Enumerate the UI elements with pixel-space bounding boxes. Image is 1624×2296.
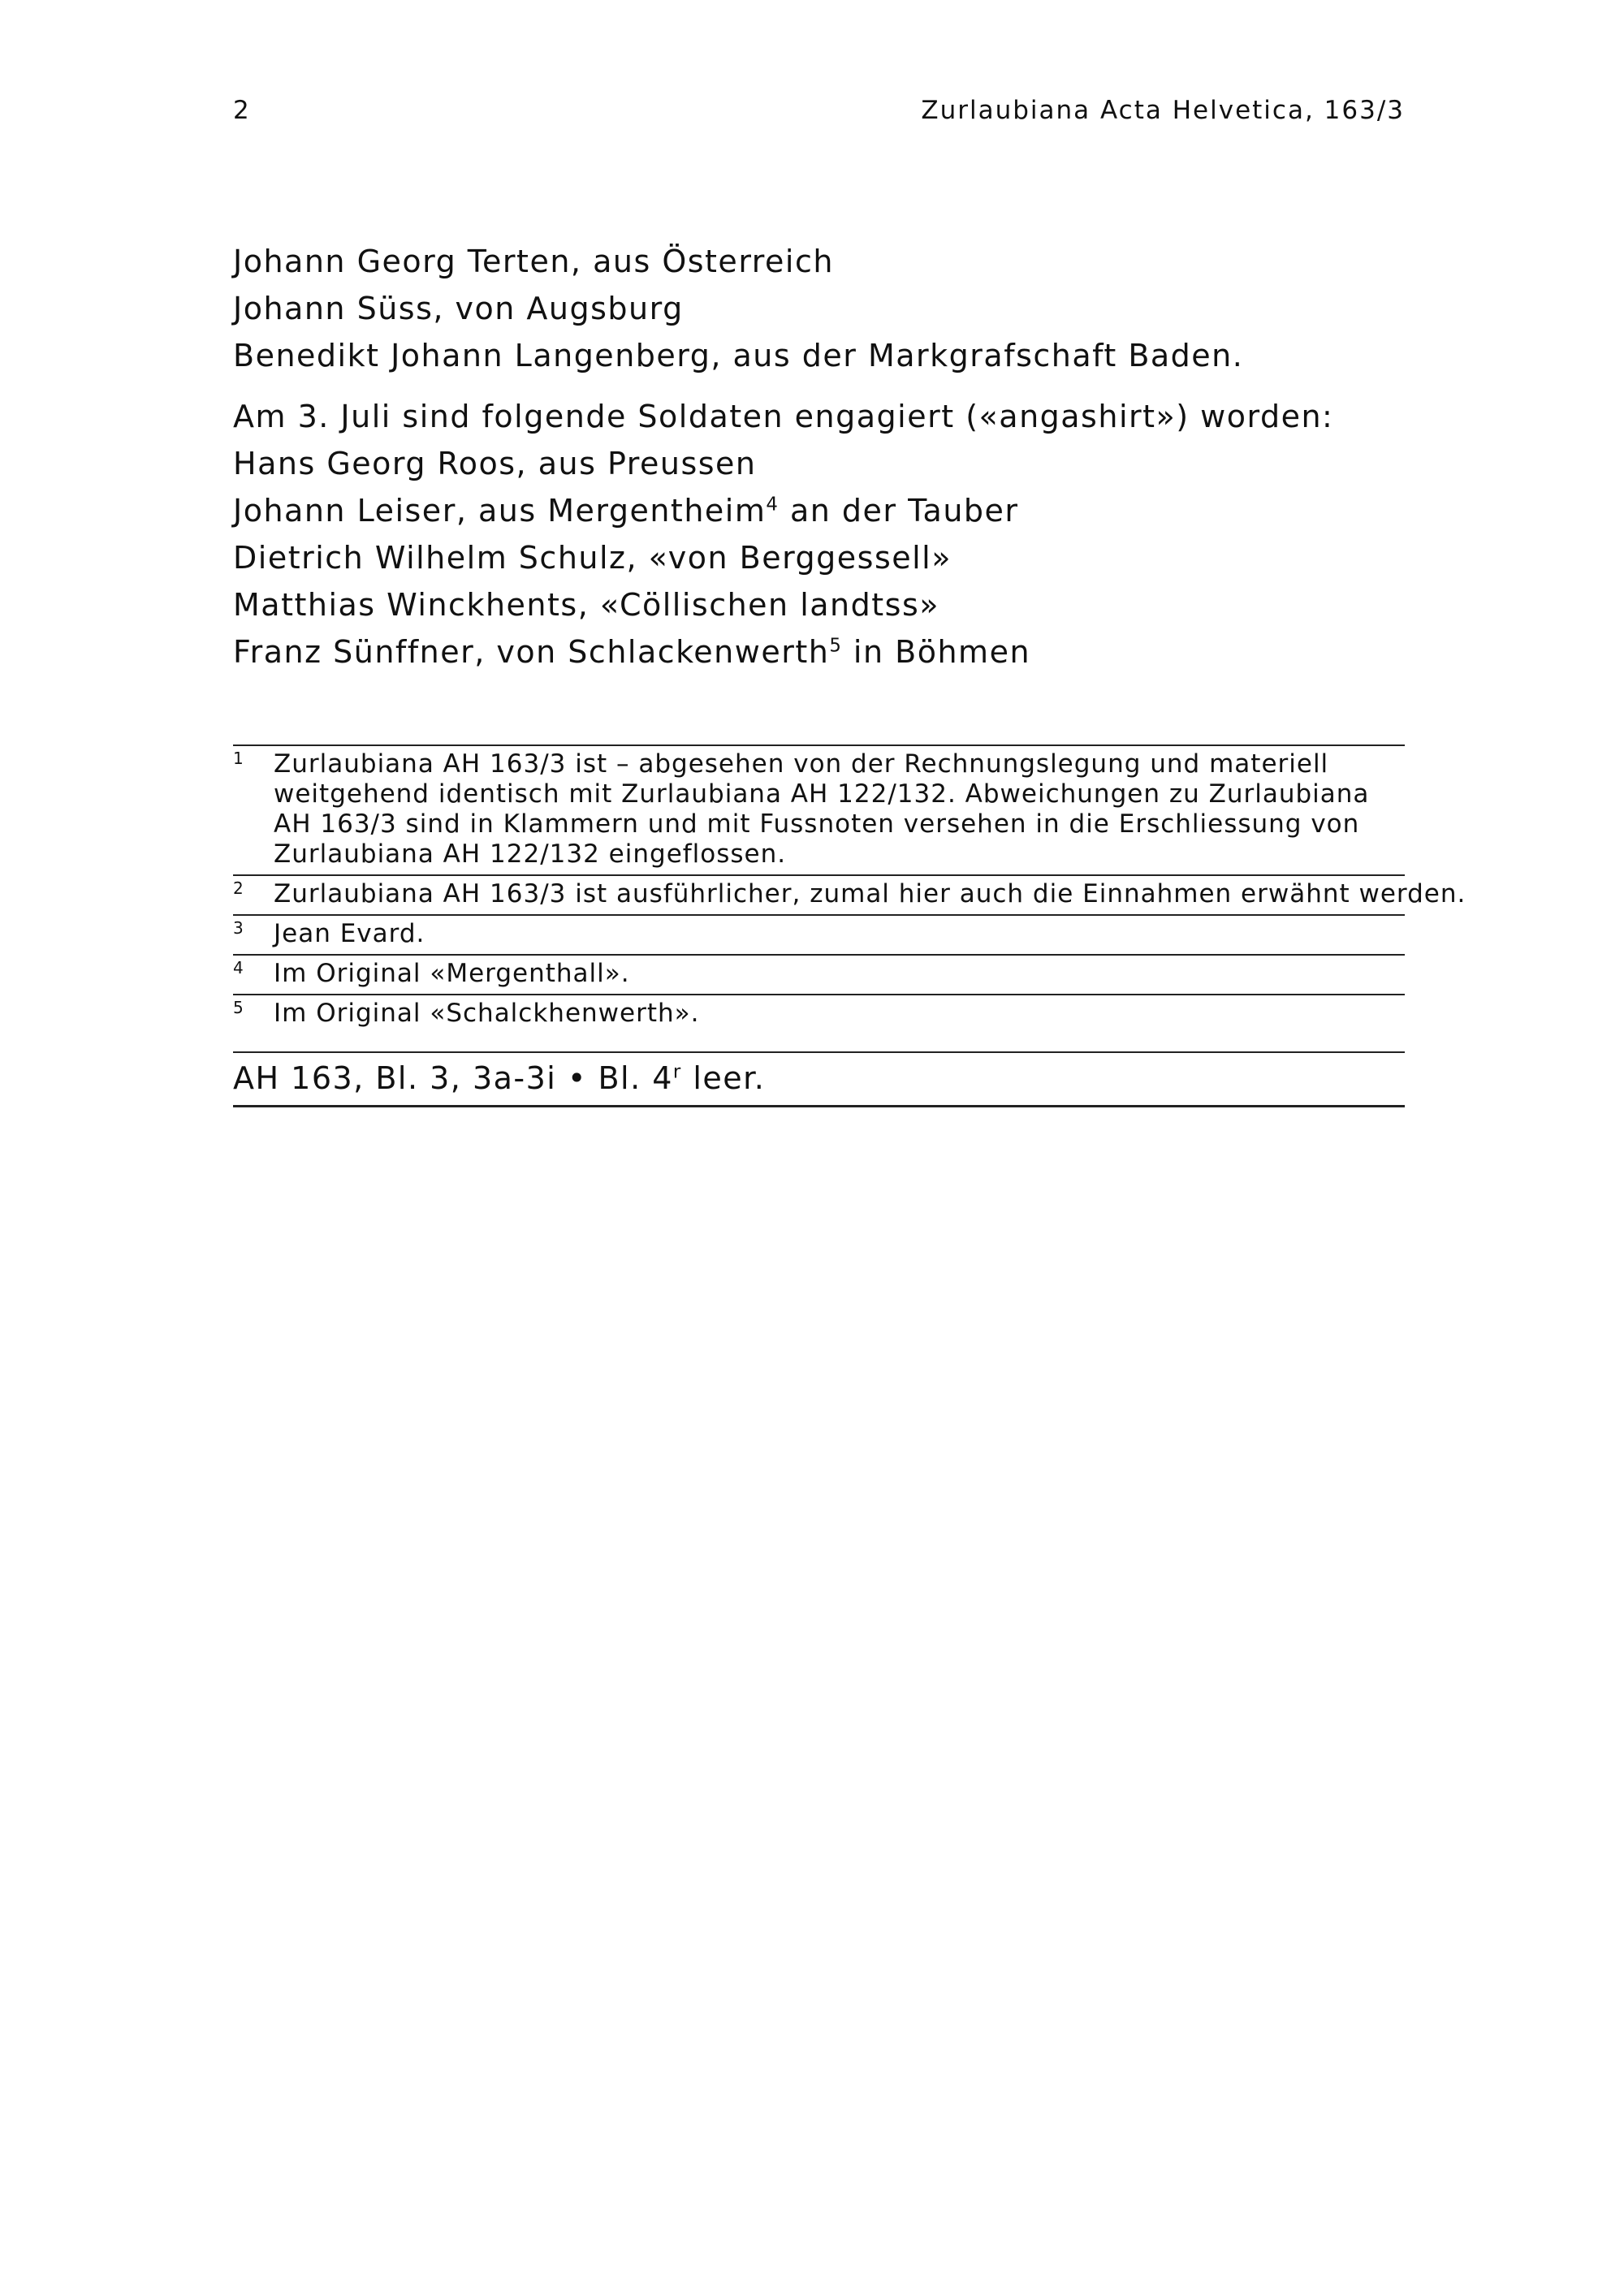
footnote-text [274, 959, 1405, 989]
source-reference [233, 1051, 1405, 1107]
footnote-number: 1 [233, 749, 244, 768]
footnote-text [274, 749, 1405, 870]
name-entry: Johann Süss, von Augsburg [233, 291, 684, 326]
footnote-reference[interactable]: 5 [829, 635, 843, 657]
footnote-number: 4 [233, 958, 244, 978]
footnote-1 [233, 744, 1405, 874]
page-number: 2 [233, 96, 250, 125]
main-text [233, 238, 1410, 675]
soldier-text: Franz Sünffner, von Schlackenwerth [233, 634, 830, 670]
footnote-line: Zurlaubiana AH 122/132 eingeflossen. [274, 839, 787, 869]
footnotes-section [233, 744, 1466, 1107]
intro-sentence: Am 3. Juli sind folgende Soldaten engagiert («angashirt») worden: [233, 399, 1334, 434]
soldier-text: Johann Leiser, aus Mergentheim [233, 493, 767, 529]
footnote-line: Zurlaubiana AH 163/3 ist – abgesehen von der Rechnungslegung und materiell [274, 749, 1329, 779]
footnote-text [274, 999, 1405, 1029]
soldier-entry: Matthias Winckhents, «Cöllischen landtss» [233, 587, 940, 623]
footnote-text [274, 919, 1405, 949]
footnote-3 [233, 914, 1405, 954]
footnote-text [274, 879, 1466, 909]
footnote-line: Zurlaubiana AH 163/3 ist ausführlicher, zumal hier auch die Einnahmen erwähnt werden. [274, 879, 1466, 908]
footnote-line: Im Original «Mergenthall». [274, 959, 630, 988]
footnote-line: Jean Evard. [274, 919, 425, 948]
footnote-number: 5 [233, 998, 244, 1017]
footnote-line: AH 163/3 sind in Klammern und mit Fussnoten versehen in die Erschliessung von [274, 809, 1360, 839]
soldier-entry: Dietrich Wilhelm Schulz, «von Berggessell» [233, 540, 952, 576]
recto-marker: r [672, 1061, 682, 1083]
footnote-2 [233, 874, 1466, 914]
running-title: Zurlaubiana Acta Helvetica, 163/3 [921, 96, 1405, 125]
footnote-5 [233, 994, 1405, 1034]
footnote-reference[interactable]: 4 [766, 494, 780, 516]
soldier-entry [233, 487, 1410, 534]
soldier-text: an der Tauber [779, 493, 1019, 529]
footnote-number: 3 [233, 918, 244, 938]
name-entry: Benedikt Johann Langenberg, aus der Markgrafschaft Baden. [233, 338, 1244, 373]
footnote-4 [233, 954, 1405, 994]
footnote-line: weitgehend identisch mit Zurlaubiana AH 122/132. Abweichungen zu Zurlaubiana [274, 779, 1370, 809]
source-text: AH 163, Bl. 3, 3a-3i • Bl. 4 [233, 1060, 673, 1096]
footnote-number: 2 [233, 878, 244, 898]
source-text: leer. [681, 1060, 766, 1096]
name-entry: Johann Georg Terten, aus Österreich [233, 244, 834, 279]
footnote-line: Im Original «Schalckhenwerth». [274, 999, 700, 1028]
soldier-entry: Hans Georg Roos, aus Preussen [233, 446, 757, 481]
soldier-text: in Böhmen [842, 634, 1031, 670]
soldier-entry [233, 628, 1410, 675]
